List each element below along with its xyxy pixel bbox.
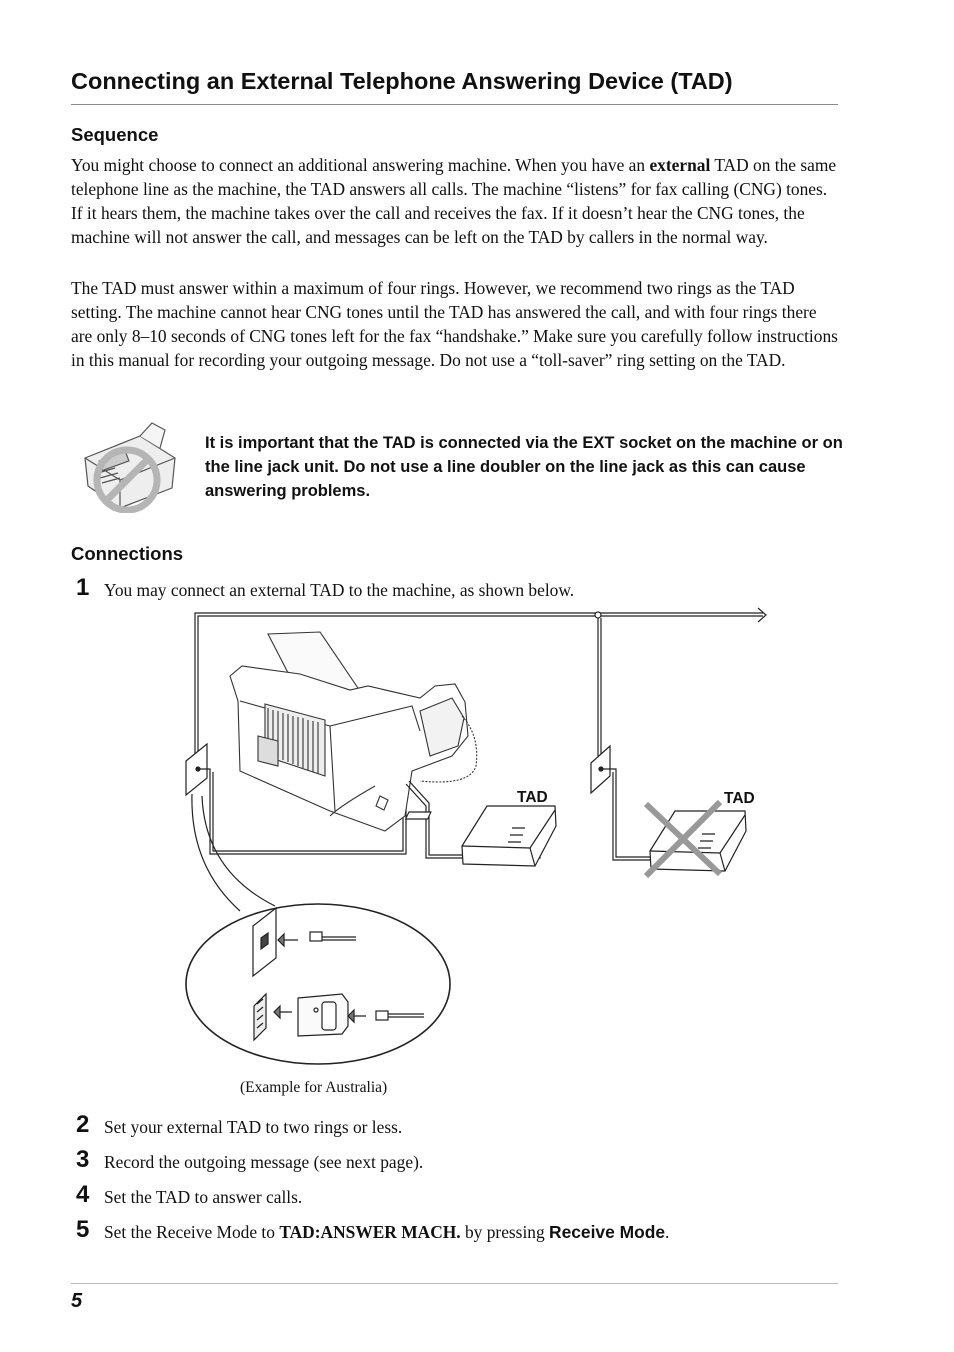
step-2-number: 2 [76,1111,90,1138]
diagram-caption: (Example for Australia) [240,1079,388,1096]
step-3-number: 3 [76,1146,90,1173]
tad-device-left [406,806,556,866]
p1-text-after: TAD on the same telephone line as the machine, the TAD answers all calls. The machine “listens” for fax calling (CNG) tones. If it hears them, the machine takes over the call and receives the fax. If it doesn’t hear the CNG tones, the machine will not answer the call, and messages can be left on the TAD by callers in the normal way. [71,155,837,247]
step-2-text: Set your external TAD to two rings or less. [104,1117,403,1137]
p1-text-before: You might choose to connect an additional answering machine. When you have an [71,155,650,175]
title-divider [71,104,838,105]
warning-note: It is important that the TAD is connected via the EXT socket on the machine or on the line jack unit. Do not use a line doubler on the line jack as this can cause answering problems. [205,434,843,500]
step-1-number: 1 [76,574,90,601]
step-5-receive-mode-key: Receive Mode [549,1222,666,1242]
fax-machine-illustration [230,632,468,831]
step-4-number: 4 [76,1181,90,1208]
footer-divider [71,1283,838,1284]
page-number: 5 [71,1290,83,1312]
no-fax-warning-icon [80,418,180,513]
step-5-text-after: . [665,1222,670,1242]
step-1-text: You may connect an external TAD to the machine, as shown below. [104,580,575,600]
step-4-text: Set the TAD to answer calls. [104,1187,303,1207]
tad-label-left: TAD [517,789,548,806]
sequence-paragraph-1 [71,153,841,249]
step-3-text: Record the outgoing message (see next page). [104,1152,424,1172]
detail-callout [186,904,450,1064]
step-5-text-before: Set the Receive Mode to [104,1222,280,1242]
tad-connection-diagram [180,606,780,1076]
page-title: Connecting an External Telephone Answering Device (TAD) [71,68,733,94]
step-5-text [104,1222,669,1243]
step-5-number: 5 [76,1216,90,1243]
sequence-heading: Sequence [71,124,159,145]
connections-heading: Connections [71,543,184,564]
tad-label-right: TAD [724,790,755,807]
p1-bold-external: external [649,155,711,175]
step-5-mode-value: TAD:ANSWER MACH. [279,1222,461,1242]
sequence-paragraph-2: The TAD must answer within a maximum of four rings. However, we recommend two rings as the TAD setting. The machine cannot hear CNG tones until the TAD has answered the call, and with four rings there are only 8–10 seconds of CNG tones left for the fax “handshake.” Make sure you carefully follow instructions in this manual for recording your outgoing message. Do not use a “toll-saver” ring setting on the TAD. [71,278,838,370]
step-5-text-mid: by pressing [460,1222,550,1242]
